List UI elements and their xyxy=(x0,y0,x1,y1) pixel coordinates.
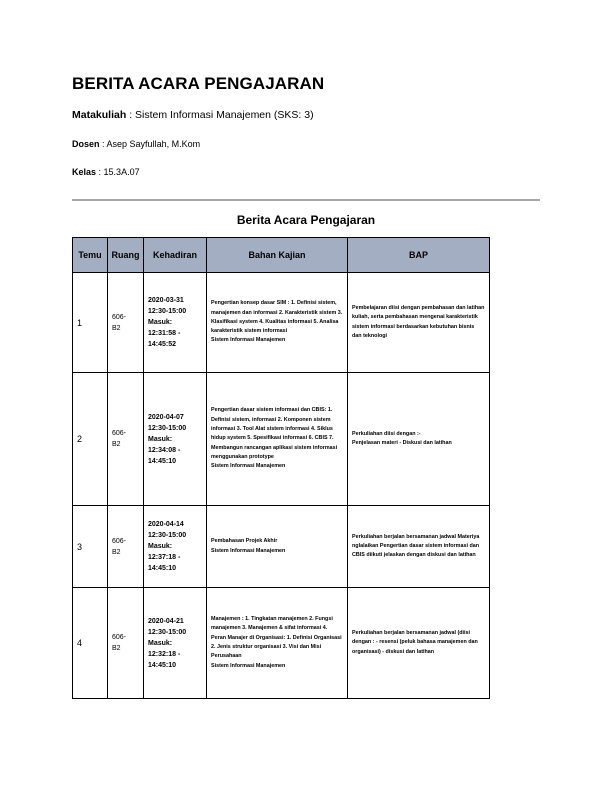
cell-kehadiran xyxy=(144,373,207,506)
matakuliah-line xyxy=(72,109,314,121)
bap-table xyxy=(72,237,490,699)
kehadiran-in: 12:34:08 - xyxy=(148,446,181,454)
kehadiran-label: Masuk: xyxy=(148,319,173,326)
cell-bap: Perkuliahan berjalan bersamanan jadwal (diisi dengan : - resensi (peluk bahasa manajemen dan organisasi) - diskusi dan latihan xyxy=(348,588,490,699)
cell-temu: 1 xyxy=(73,273,108,373)
kehadiran-out: 14:45:10 xyxy=(148,565,177,572)
kelas-line xyxy=(72,167,140,177)
dosen-value: : Asep Sayfullah, M.Kom xyxy=(102,139,201,149)
horizontal-divider xyxy=(72,199,540,201)
cell-temu: 2 xyxy=(73,373,108,506)
cell-bahan-kajian: Pengertian konsep dasar SIM : 1. Definisi sistem, manajemen dan informasi 2. Karakteristik sistem 3. Klasifikasi system 4. Kualitas informasi 5. Analisa karakteristik sistem informasi Sistem Informasi Manajemen xyxy=(207,273,348,373)
cell-kehadiran xyxy=(144,506,207,588)
ruang-line: B2 xyxy=(112,645,121,652)
kehadiran-date: 2020-04-07 xyxy=(148,413,184,421)
column-header-bahan-kajian: Bahan Kajian xyxy=(207,238,348,273)
ruang-line: B2 xyxy=(112,548,121,556)
ruang-line: 606- xyxy=(112,313,127,321)
column-header-kehadiran: Kehadiran xyxy=(144,238,207,273)
kehadiran-time: 12:30-15:00 xyxy=(148,628,187,636)
column-header-bap: BAP xyxy=(348,238,490,273)
kehadiran-in: 12:37:18 - xyxy=(148,554,181,561)
cell-bahan-kajian: Pembahasan Projek Akhir Sistem Informasi Manajemen xyxy=(207,506,348,588)
matakuliah-label: Matakuliah xyxy=(72,109,127,121)
cell-bahan-kajian: Pengertian dasar sistem informasi dan CBIS: 1. Definisi sistem, informasi 2. Komponen sistem informasi 3. Tool Alat sistem informasi 4. Siklus hidup system 5. Spesifikasi informasi 6. CBIS 7. Membangun rancangan aplikasi sistem informasi menggunakan prototype Sistem Informasi Manajemen xyxy=(207,373,348,506)
table-row xyxy=(73,273,490,373)
cell-bap: Perkuliahan berjalan bersamanan jadwal Materiya nglalaikan Pengertian dasar sistem informasi dan CBIS diikuti jelaskan dengan diskusi dan latihan xyxy=(348,506,490,588)
cell-temu: 4 xyxy=(73,588,108,699)
table-row xyxy=(73,506,490,588)
kehadiran-out: 14:45:10 xyxy=(148,661,177,669)
ruang-line: B2 xyxy=(112,324,121,332)
kehadiran-in: 12:31:58 - xyxy=(148,330,181,337)
kehadiran-out: 14:45:10 xyxy=(148,457,177,465)
kehadiran-time: 12:30-15:00 xyxy=(148,424,187,432)
table-row xyxy=(73,588,490,699)
cell-kehadiran xyxy=(144,273,207,373)
ruang-line: B2 xyxy=(112,441,121,448)
kehadiran-label: Masuk: xyxy=(148,543,173,550)
cell-bap: Perkuliahan diisi dengan :- Penjelasan materi - Diskusi dan latihan xyxy=(348,373,490,506)
cell-kehadiran xyxy=(144,588,207,699)
kehadiran-time: 12:30-15:00 xyxy=(148,532,187,539)
cell-temu: 3 xyxy=(73,506,108,588)
ruang-line: 606- xyxy=(112,430,127,437)
cell-ruang xyxy=(108,273,144,373)
kelas-label: Kelas xyxy=(72,167,97,177)
matakuliah-value: : Sistem Informasi Manajemen (SKS: 3) xyxy=(129,109,314,121)
cell-bahan-kajian: Manajemen : 1. Tingkatan manajemen 2. Fungsi manajemen 3. Manajemen & sifat informasi 4. Peran Manajer di Organisasi: 1. Definisi Organisasi 2. Jenis struktur organisasi 3. Visi dan Misi Perusahaan Sistem Informasi Manajemen xyxy=(207,588,348,699)
kehadiran-out: 14:45:52 xyxy=(148,341,177,348)
kehadiran-label: Masuk: xyxy=(148,435,173,443)
kehadiran-date: 2020-04-21 xyxy=(148,617,184,625)
cell-ruang xyxy=(108,373,144,506)
kehadiran-date: 2020-03-31 xyxy=(148,297,184,304)
kehadiran-label: Masuk: xyxy=(148,639,173,647)
column-header-temu: Temu xyxy=(73,238,108,273)
ruang-line: 606- xyxy=(112,537,127,545)
cell-ruang xyxy=(108,588,144,699)
dosen-label: Dosen xyxy=(72,139,100,149)
column-header-ruang: Ruang xyxy=(108,238,144,273)
table-title: Berita Acara Pengajaran xyxy=(236,213,376,227)
table-row xyxy=(73,373,490,506)
table-header-row xyxy=(73,238,490,273)
cell-ruang xyxy=(108,506,144,588)
ruang-line: 606- xyxy=(112,634,127,641)
cell-bap: Pembelajaran diisi dengan pembahasan dan latihan kuliah, serta pembahasan mengenai karakteristik sistem informasi berdasarkan kebutuhan bisnis dan teknologi xyxy=(348,273,490,373)
kehadiran-in: 12:32:18 - xyxy=(148,650,181,658)
kelas-value: : 15.3A.07 xyxy=(98,167,140,177)
kehadiran-date: 2020-04-14 xyxy=(148,521,184,528)
kehadiran-time: 12:30-15:00 xyxy=(148,308,187,315)
dosen-line xyxy=(72,139,200,149)
page-title: BERITA ACARA PENGAJARAN xyxy=(72,74,325,93)
